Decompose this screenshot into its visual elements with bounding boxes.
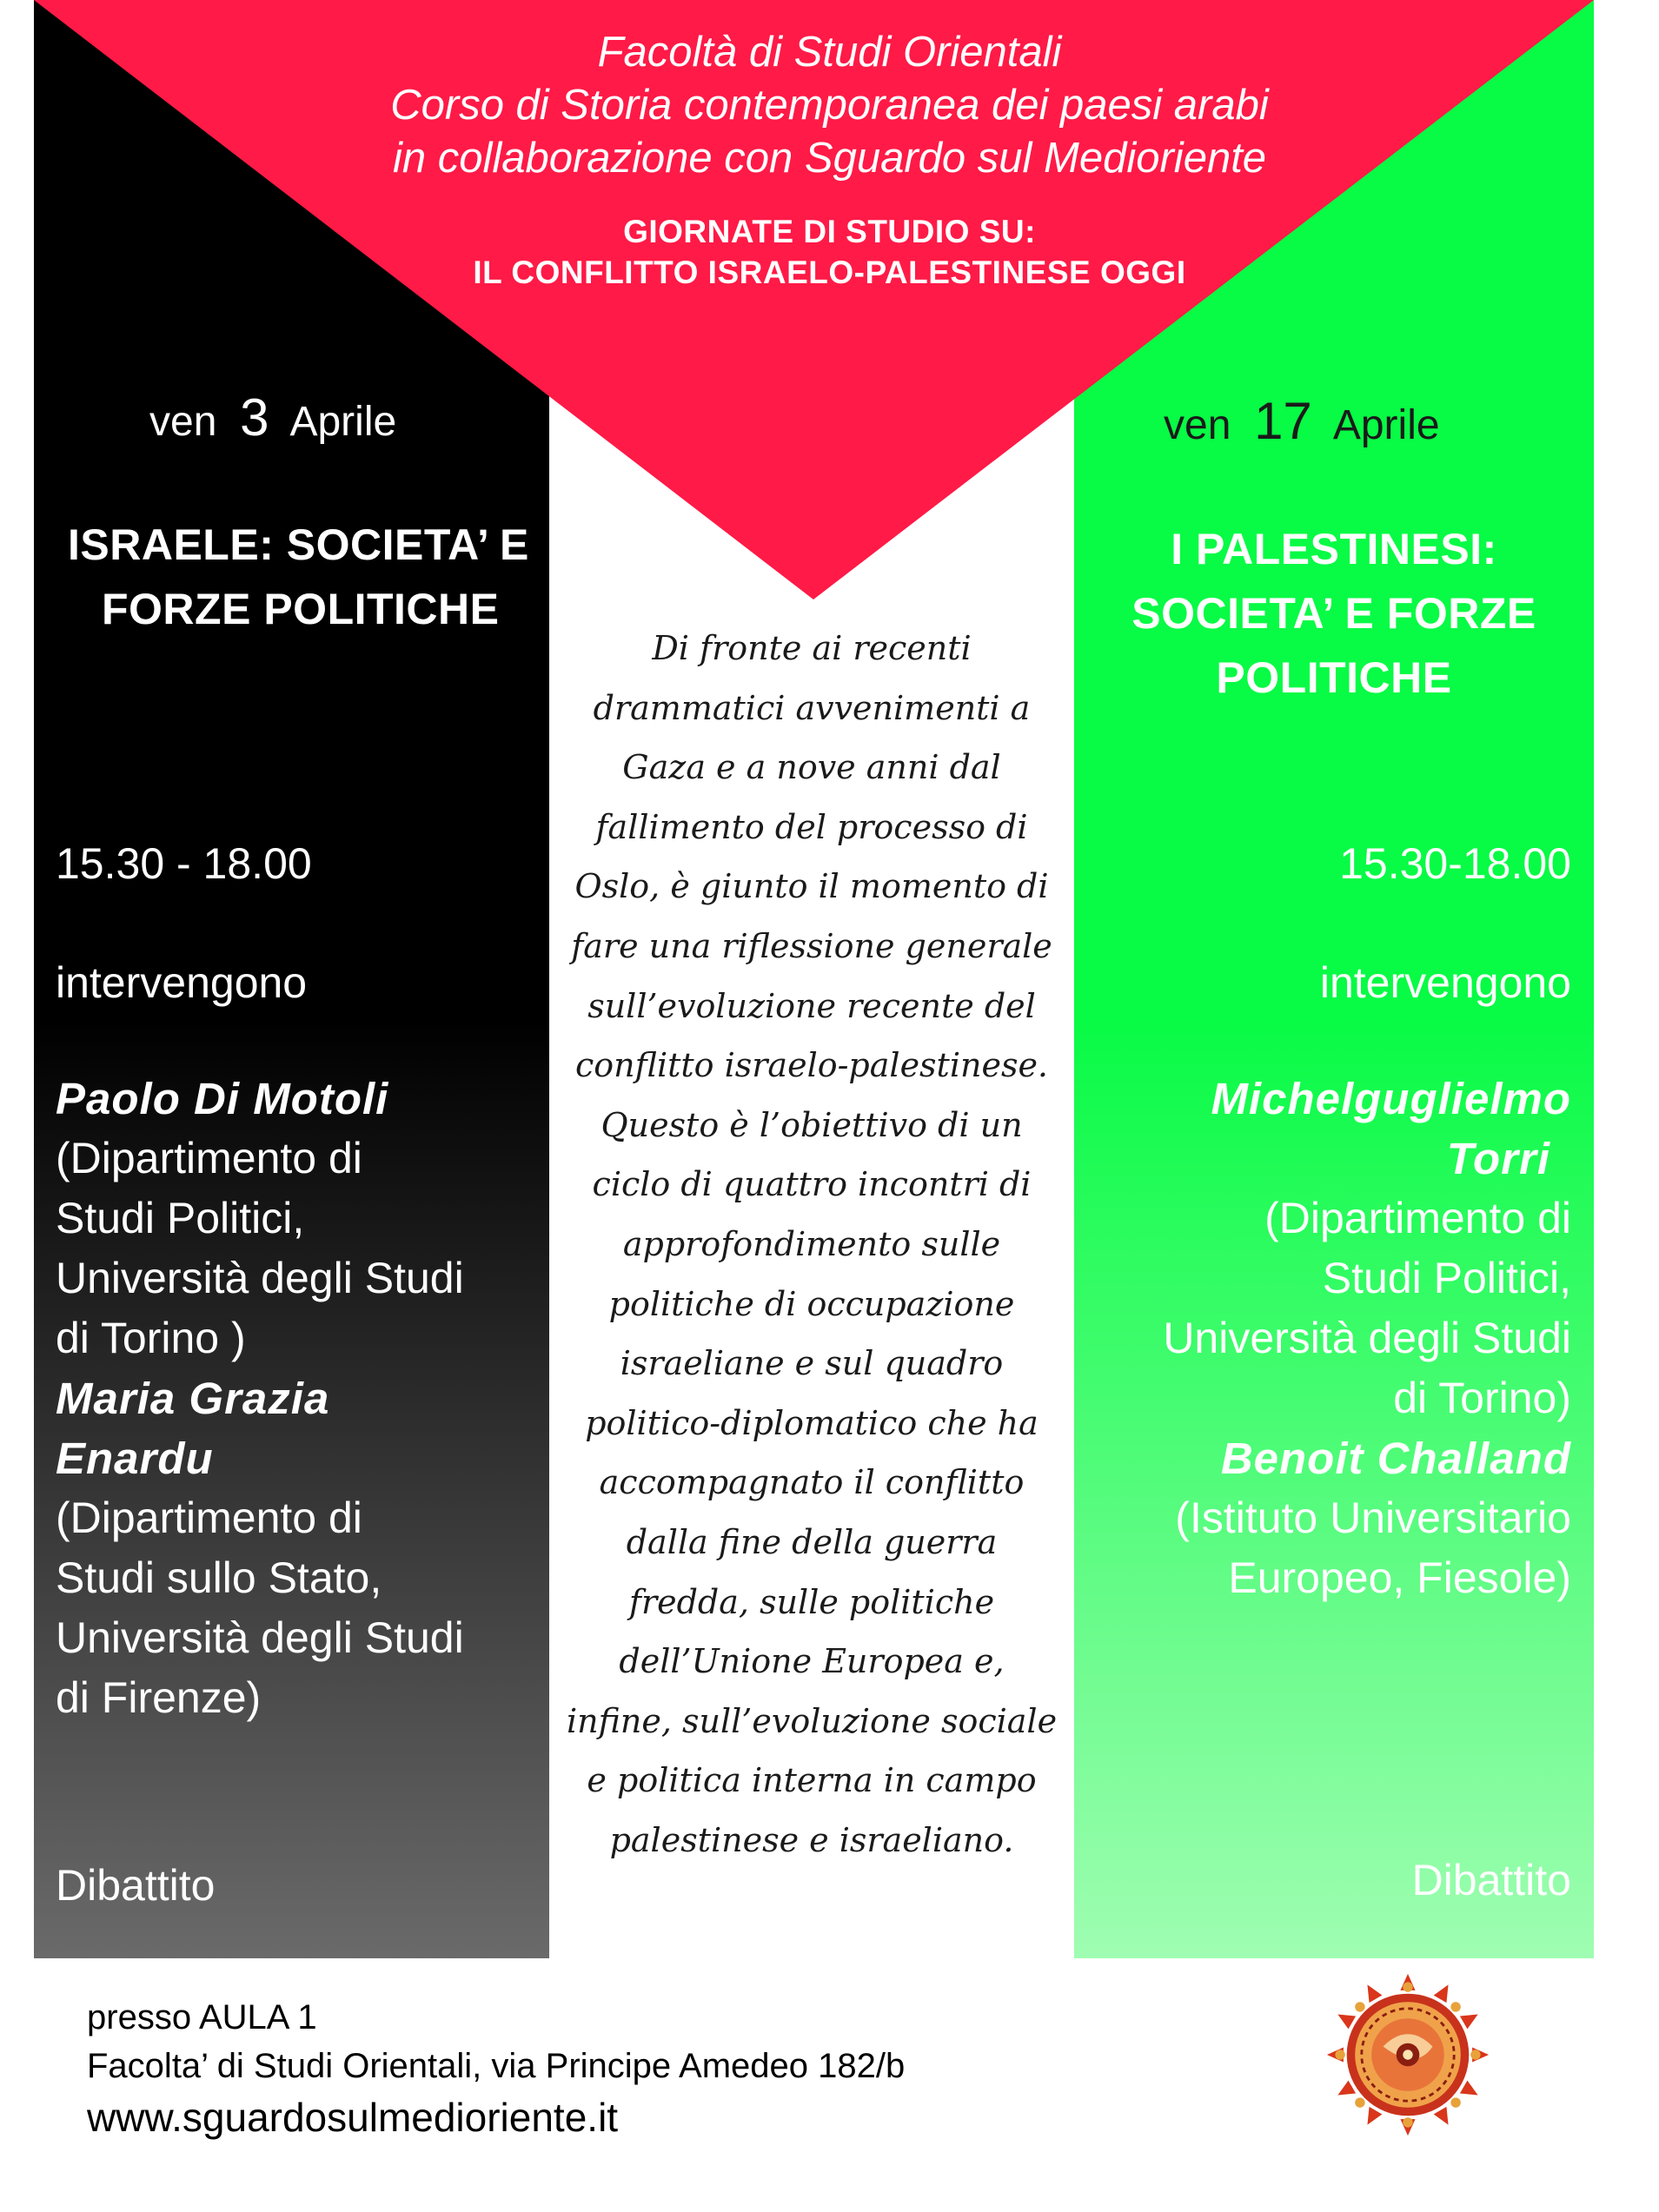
left-speaker-1-affiliation-1: (Dipartimento di xyxy=(56,1134,362,1182)
left-speaker-1-affiliation-2: Studi Politici, xyxy=(56,1194,305,1242)
center-line: Gaza e a nove anni dal xyxy=(622,748,1001,787)
center-line: accompagnato il conflitto xyxy=(599,1463,1025,1502)
right-speaker-1-name-2: Torri xyxy=(1446,1134,1550,1183)
center-line: fare una riflessione generale xyxy=(571,926,1052,965)
footer xyxy=(87,1993,905,2144)
center-line: palestinese e israeliano. xyxy=(609,1820,1014,1859)
center-line: infine, sull’evoluzione sociale xyxy=(566,1701,1058,1740)
center-line: ciclo di quattro incontri di xyxy=(592,1165,1032,1204)
right-time: 15.30-18.00 xyxy=(1339,839,1571,888)
right-date xyxy=(1164,391,1440,451)
right-intervengono: intervengono xyxy=(1319,958,1571,1007)
center-line: fredda, sulle politiche xyxy=(628,1582,995,1621)
right-speaker-2-affiliation-1: (Istituto Universitario xyxy=(1175,1493,1571,1542)
right-speaker-1-name-1: Michelguglielmo xyxy=(1211,1074,1571,1123)
right-speaker-2-name: Benoit Challand xyxy=(1220,1434,1571,1483)
center-line: conflitto israelo-palestinese. xyxy=(574,1046,1049,1085)
right-date-number: 17 xyxy=(1254,392,1312,450)
right-date-day: ven xyxy=(1164,402,1231,448)
faculty-name: Facoltà di Studi Orientali xyxy=(597,29,1062,76)
left-speaker-1-affiliation-4: di Torino ) xyxy=(56,1314,246,1362)
sguardo-sul-medioriente-emblem-icon xyxy=(1325,1972,1490,2137)
left-speaker-1-affiliation-3: Università degli Studi xyxy=(56,1254,464,1302)
poster-title xyxy=(0,211,1659,293)
left-topic-line-1: ISRAELE: SOCIETA’ E xyxy=(68,520,529,569)
title-line-2: IL CONFLITTO ISRAELO-PALESTINESE OGGI xyxy=(473,255,1186,290)
center-line: politiche di occupazione xyxy=(608,1284,1015,1323)
right-dibattito-wrap xyxy=(1074,1851,1571,1911)
left-speaker-2-affiliation-1: (Dipartimento di xyxy=(56,1493,362,1542)
left-speaker-2-name-1: Maria Grazia xyxy=(56,1374,330,1423)
footer-website-link[interactable]: www.sguardosulmedioriente.it xyxy=(87,2095,619,2140)
left-speaker-2-affiliation-3: Università degli Studi xyxy=(56,1613,464,1662)
right-speaker-1-affiliation-3: Università degli Studi xyxy=(1163,1314,1571,1362)
right-topic-line-2: SOCIETA’ E FORZE xyxy=(1131,589,1536,638)
center-line: Di fronte ai recenti xyxy=(652,629,972,667)
course-name: Corso di Storia contemporanea dei paesi arabi xyxy=(390,82,1269,129)
title-line-1: GIORNATE DI STUDIO SU: xyxy=(623,214,1036,249)
center-line: israeliane e sul quadro xyxy=(620,1344,1004,1383)
center-line: Questo è l’obiettivo di un xyxy=(601,1105,1023,1144)
footer-location: presso AULA 1 xyxy=(87,1998,317,2036)
left-speaker-2-affiliation-4: di Firenze) xyxy=(56,1673,262,1722)
right-speaker-1-affiliation-4: di Torino) xyxy=(1393,1374,1571,1422)
right-speaker-1-affiliation-2: Studi Politici, xyxy=(1322,1254,1571,1302)
center-line: dalla fine della guerra xyxy=(626,1522,998,1561)
right-details xyxy=(1074,834,1571,1608)
collaboration-line: in collaborazione con Sguardo sul Medioriente xyxy=(392,135,1267,182)
right-topic-line-1: I PALESTINESI: xyxy=(1171,525,1497,573)
center-line: fallimento del processo di xyxy=(595,807,1028,846)
left-date xyxy=(149,387,396,447)
left-topic-line-2: FORZE POLITICHE xyxy=(102,585,500,633)
right-date-month: Aprile xyxy=(1332,402,1440,448)
center-line: sull’evoluzione recente del xyxy=(587,986,1036,1025)
right-dibattito: Dibattito xyxy=(1411,1856,1571,1904)
right-speaker-1-affiliation-1: (Dipartimento di xyxy=(1264,1194,1571,1242)
left-speaker-1-name: Paolo Di Motoli xyxy=(56,1074,389,1123)
footer-address: Facolta’ di Studi Orientali, via Principe Amedeo 182/b xyxy=(87,2047,906,2085)
center-line: e politica interna in campo xyxy=(587,1761,1037,1800)
left-dibattito: Dibattito xyxy=(56,1861,216,1910)
left-speaker-2-name-2: Enardu xyxy=(56,1434,214,1483)
center-line: drammatici avvenimenti a xyxy=(593,688,1031,727)
center-line: Oslo, è giunto il momento di xyxy=(574,867,1049,906)
left-time: 15.30 - 18.00 xyxy=(56,839,312,888)
center-line: dell’Unione Europea e, xyxy=(619,1642,1005,1681)
left-date-number: 3 xyxy=(240,388,269,447)
poster-header xyxy=(0,26,1659,185)
left-speaker-2-affiliation-2: Studi sullo Stato, xyxy=(56,1553,382,1602)
right-topic xyxy=(1074,517,1594,710)
right-topic-line-3: POLITICHE xyxy=(1216,653,1452,702)
center-description xyxy=(549,619,1074,1870)
left-date-month: Aprile xyxy=(289,399,397,445)
center-line: politico-diplomatico che ha xyxy=(585,1403,1039,1442)
center-line: approfondimento sulle xyxy=(622,1224,1001,1263)
left-intervengono: intervengono xyxy=(56,958,308,1007)
left-date-day: ven xyxy=(149,399,217,445)
right-speaker-2-affiliation-2: Europeo, Fiesole) xyxy=(1228,1553,1571,1602)
